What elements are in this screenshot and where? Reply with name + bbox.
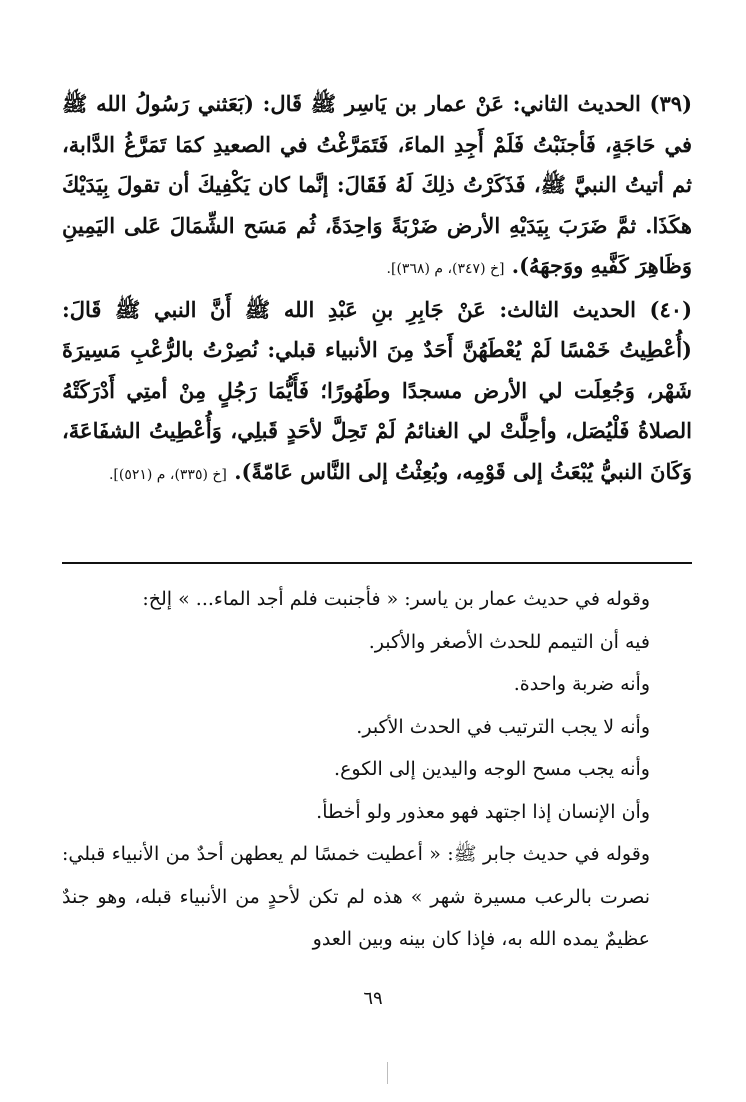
scan-mark [387, 1062, 388, 1084]
hadith-39-text: (٣٩) الحديث الثاني: عَنْ عمار بن يَاسِر ﷺ قَال: (بَعَثني رَسُولُ الله ﷺ في حَاجَةٍ، فَأجنَبْتُ فَلَمْ أَجِدِ الماءَ، فَتَمَرَّغْتُ في الصعيدِ كمَا تَمَرَّغُ الدَّابة، ثم أتيتُ النبيَّ ﷺ، فَذَكَرْتُ ذلِكَ لَهُ فَقَالَ: إنَّما كان يَكْفِيكَ أن تقولَ بِيَدَيْكَ هكَذَا. ثمَّ ضَرَبَ بِيَدَيْهِ الأرض ضَرْبَةً وَاحِدَةً، ثُم مَسَح الشِّمَالَ عَلى اليَمِينِ وَظَاهِرَ كَفَّيهِ ووَجهَهُ). [62, 91, 692, 278]
commentary-closing: وقوله في حديث جابر ﷺ: « أعطيت خمسًا لم يعطهن أحدٌ من الأنبياء قبلي: نصرت بالرعب مسيرة شهر » هذه لم تكن لأحدٍ من الأنبياء قبله، وهو جندٌ عظيمٌ يمده الله به، فإذا كان بينه وبين العدو [62, 843, 650, 950]
hadith-39-reference: [خ (٣٤٧)، م (٣٦٨)]. [386, 261, 505, 277]
section-divider [62, 562, 692, 564]
commentary-point: فيه أن التيمم للحدث الأصغر والأكبر. [368, 630, 650, 653]
hadith-40 [62, 290, 692, 496]
commentary-intro: وقوله في حديث عمار بن ياسر: « فأجنبت فلم أجد الماء... » إلخ: [142, 588, 650, 610]
hadith-39 [62, 84, 692, 290]
commentary-point: وأنه ضربة واحدة. [513, 673, 650, 695]
commentary-point: وأنه لا يجب الترتيب في الحدث الأكبر. [356, 715, 650, 738]
hadith-40-text: (٤٠) الحديث الثالث: عَنْ جَابِرِ بنِ عَبْدِ الله ﷺ أَنَّ النبي ﷺ قَالَ: (أُعْطِيتُ خَمْسًا لَمْ يُعْطَهُنَّ أَحَدٌ مِنَ الأنبياء قبلي: نُصِرْتُ بالرُّعْبِ مَسِيرَةَ شَهْر، وَجُعِلَت لي الأرض مسجدًا وطَهُورًا؛ فَأَيُّمَا رَجُلٍ مِنْ أمتِي أَدْرَكَتْهُ الصلاةُ فَلْيُصَل، وأحِلَّتْ لي الغنائمُ لَمْ تَحِلَّ لأحَدٍ قَبلِي، وَأُعْطِيتُ الشفَاعَةَ، وَكَانَ النبيُّ يُبْعَثُ إلى قَوْمِه، وبُعِثْتُ إلى النَّاس عَامّةً). [62, 296, 692, 484]
commentary-point: وأنه يجب مسح الوجه واليدين إلى الكوع. [334, 758, 650, 780]
commentary-section [62, 578, 692, 961]
hadith-section [62, 84, 692, 495]
commentary-point: وأن الإنسان إذا اجتهد فهو معذور ولو أخطأ. [316, 800, 650, 823]
page-number: ٦٩ [363, 988, 383, 1009]
hadith-40-reference: [خ (٣٣٥)، م (٥٢١)]. [108, 466, 227, 483]
